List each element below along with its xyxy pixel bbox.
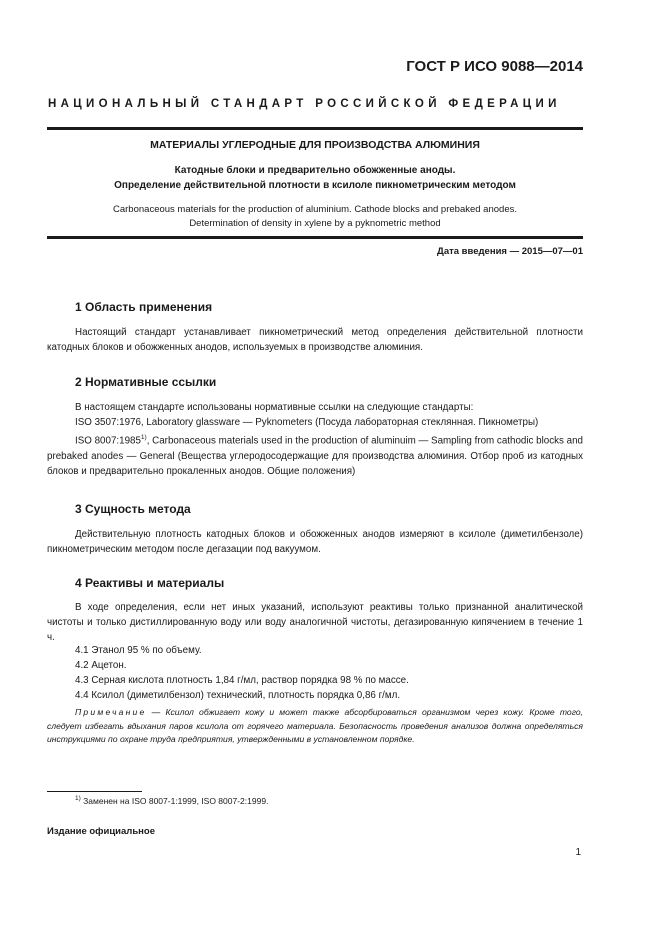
- official-edition-label: Издание официальное: [47, 826, 155, 837]
- english-title-line-2: Determination of density in xylene by a pyknometric method: [189, 218, 441, 229]
- section-4-intro: В ходе определения, если нет иных указаний, используют реактивы только признанной аналитической чистоты и только дистиллированную воду или воду аналогичной чистоты, дегазированную кипячением в течение 1 ч.: [47, 602, 583, 644]
- section-3-paragraph: [47, 527, 583, 557]
- note-text: — Ксилол обжигает кожу и может также абсорбироваться организмом через кожу. Кроме того, следует избегать вдыхания паров ксилола от горячего материала. Безопасность проведения анализов должна определяться инструкциями по охране труда предприятия, утвержденными в установленном порядке.: [47, 707, 583, 745]
- section-1-heading: 1 Область применения: [75, 300, 213, 314]
- subtitle-line-2: Определение действительной плотности в ксилоле пикнометрическим методом: [114, 180, 516, 191]
- footnote-marker: 1): [140, 434, 147, 442]
- footnote-number: 1): [75, 795, 81, 802]
- reference-1: ISO 3507:1976, Laboratory glassware — Pyknometers (Посуда лабораторная стеклянная. Пикнометры): [75, 417, 539, 429]
- english-title: [47, 203, 583, 231]
- reference-1-paragraph: [47, 415, 583, 430]
- reagent-item: 4.2 Ацетон.: [75, 660, 127, 671]
- safety-note: [47, 706, 583, 747]
- footnote-separator: [47, 791, 142, 792]
- reagent-item: 4.4 Ксилол (диметилбензол) технический, плотность порядка 0,86 г/мл.: [75, 690, 401, 701]
- section-2-intro-paragraph: [47, 400, 583, 415]
- reference-2-text: , Carbonaceous materials used in the production of aluminuim — Sampling from cathodic blocks and prebaked anodes — General (Вещества углеродосодержащие для производства алюминия. Отбор проб из катодных блоков и предварительно прокаленных анодов. Общие положения): [47, 435, 583, 478]
- section-3-text: Действительную плотность катодных блоков и обожженных анодов измеряют в ксилоле (диметилбензоле) пикнометрическим методом после дегазации под вакуумом.: [47, 529, 583, 556]
- top-rule: [47, 127, 583, 130]
- reagent-item: 4.3 Серная кислота плотность 1,84 г/мл, раствор порядка 98 % по массе.: [75, 675, 409, 686]
- introduction-date: Дата введения — 2015—07—01: [437, 246, 583, 257]
- section-4-intro-paragraph: [47, 600, 583, 646]
- title-bottom-rule: [47, 236, 583, 239]
- reference-2-code: ISO 8007:1985: [75, 435, 141, 447]
- footnote-text: Заменен на ISO 8007-1:1999, ISO 8007-2:1999.: [80, 795, 269, 806]
- note-label: Примечание: [75, 707, 147, 717]
- section-3-heading: 3 Сущность метода: [75, 502, 191, 516]
- section-1-text: Настоящий стандарт устанавливает пикнометрический метод определения действительной плотности катодных блоков и обожженных анодов, используемых в производстве алюминия.: [47, 327, 583, 354]
- document-title: МАТЕРИАЛЫ УГЛЕРОДНЫЕ ДЛЯ ПРОИЗВОДСТВА АЛЮМИНИЯ: [150, 139, 480, 151]
- reagent-item: 4.1 Этанол 95 % по объему.: [75, 645, 202, 656]
- document-code: ГОСТ Р ИСО 9088—2014: [406, 58, 583, 75]
- section-2-intro: В настоящем стандарте использованы нормативные ссылки на следующие стандарты:: [75, 402, 474, 413]
- section-2-body: [47, 400, 583, 479]
- section-1-paragraph: [47, 325, 583, 355]
- footnote: [75, 795, 268, 806]
- page-number: 1: [575, 847, 581, 858]
- national-standard-banner: НАЦИОНАЛЬНЫЙ СТАНДАРТ РОССИЙСКОЙ ФЕДЕРАЦИИ: [48, 98, 561, 110]
- document-subtitle: [47, 163, 583, 193]
- english-title-line-1: Carbonaceous materials for the production of aluminium. Cathode blocks and prebaked anodes.: [113, 204, 517, 215]
- section-2-heading: 2 Нормативные ссылки: [75, 375, 217, 389]
- subtitle-line-1: Катодные блоки и предварительно обожженные аноды.: [174, 165, 456, 176]
- section-4-heading: 4 Реактивы и материалы: [75, 576, 225, 590]
- reference-2-paragraph: [47, 430, 583, 479]
